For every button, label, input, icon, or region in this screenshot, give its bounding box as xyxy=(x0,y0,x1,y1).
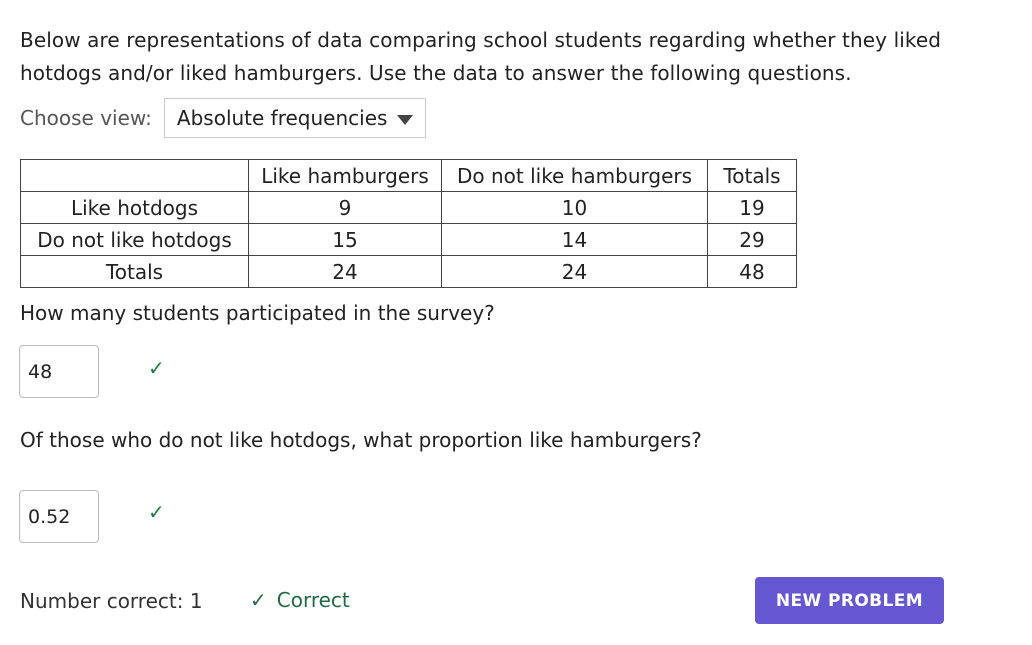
table-header-cell xyxy=(21,160,249,192)
check-icon: ✓ xyxy=(250,588,267,612)
table-cell: 10 xyxy=(442,192,708,224)
table-row-label: Like hotdogs xyxy=(21,192,249,224)
table-row-label: Do not like hotdogs xyxy=(21,224,249,256)
table-cell: 9 xyxy=(249,192,442,224)
table-header-cell: Do not like hamburgers xyxy=(442,160,708,192)
question-1-text: How many students participated in the survey? xyxy=(20,301,495,325)
table-cell: 14 xyxy=(442,224,708,256)
intro-text: Below are representations of data comparing school students regarding whether they liked hotdogs and/or liked hamburgers. Use the data to answer the following questions. xyxy=(20,28,942,85)
question-2-text: Of those who do not like hotdogs, what proportion like hamburgers? xyxy=(20,428,702,452)
question-1-answer-input[interactable] xyxy=(19,345,99,398)
table-row xyxy=(21,192,797,224)
table-cell: 29 xyxy=(708,224,797,256)
table-cell: 15 xyxy=(249,224,442,256)
table-cell: 48 xyxy=(708,256,797,288)
table-header-cell: Like hamburgers xyxy=(249,160,442,192)
table-row xyxy=(21,224,797,256)
check-icon: ✓ xyxy=(148,356,165,380)
view-label: Choose view: xyxy=(20,106,152,130)
table-row xyxy=(21,256,797,288)
table-row-label: Totals xyxy=(21,256,249,288)
table-cell: 24 xyxy=(249,256,442,288)
new-problem-button[interactable]: NEW PROBLEM xyxy=(755,577,944,624)
status-message xyxy=(250,588,350,612)
table-header-cell: Totals xyxy=(708,160,797,192)
table-cell: 19 xyxy=(708,192,797,224)
number-correct-text: Number correct: 1 xyxy=(20,589,203,613)
dropdown-arrow-icon xyxy=(397,115,413,125)
check-icon: ✓ xyxy=(148,500,165,524)
table-header-row xyxy=(21,160,797,192)
question-2-answer-input[interactable] xyxy=(19,490,99,543)
status-text: Correct xyxy=(276,588,350,612)
view-select-value: Absolute frequencies xyxy=(176,106,388,130)
table-cell: 24 xyxy=(442,256,708,288)
view-chooser xyxy=(20,97,426,139)
frequency-table xyxy=(20,159,797,288)
view-select[interactable] xyxy=(164,98,427,138)
